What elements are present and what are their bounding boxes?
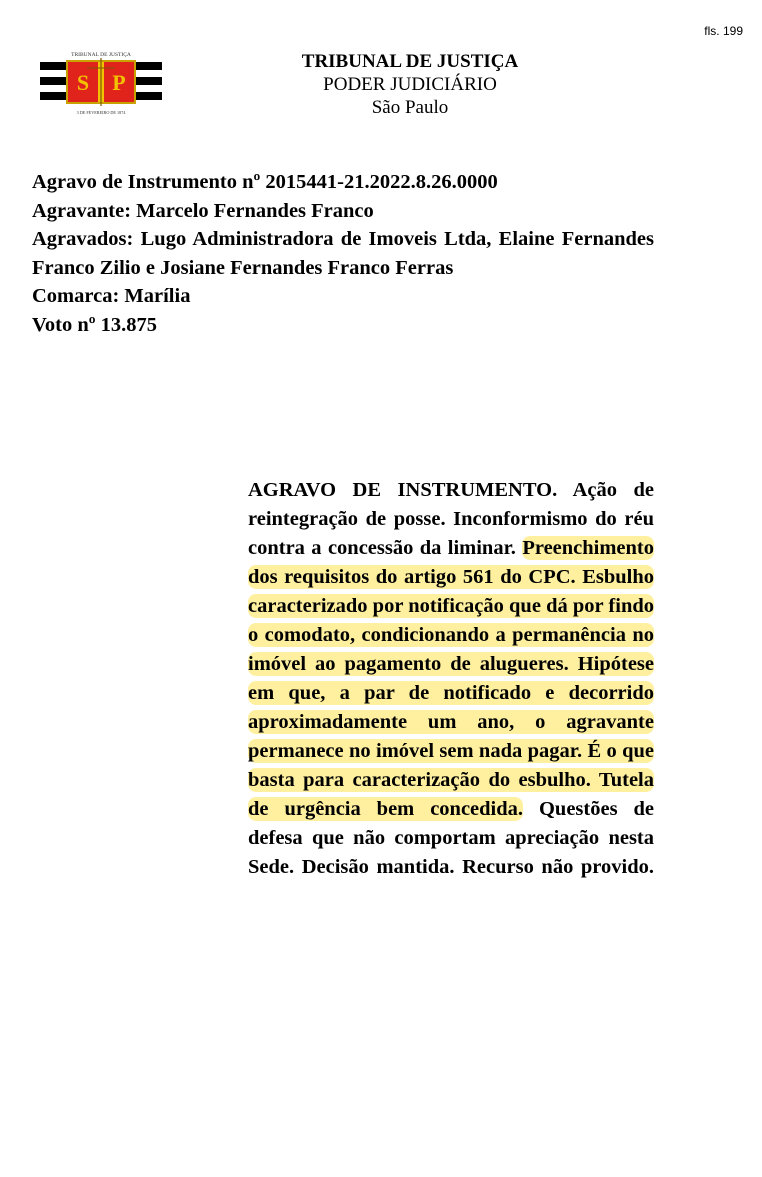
summary-intro: AGRAVO DE INSTRUMENTO. Ação de reintegração de posse. Inconformismo do réu contra a concessão da liminar. bbox=[248, 479, 654, 559]
logo-bottom-text: 3 DE FEVEREIRO DE 1874 bbox=[76, 110, 126, 115]
case-info bbox=[32, 168, 654, 339]
page-number: fls. 199 bbox=[704, 24, 743, 38]
tjsp-coat-of-arms-logo bbox=[40, 48, 162, 120]
judiciary-name: PODER JUDICIÁRIO bbox=[323, 74, 497, 95]
vote-number: Voto nº 13.875 bbox=[32, 313, 158, 336]
svg-text:S: S bbox=[76, 70, 90, 95]
svg-text:P: P bbox=[112, 70, 126, 95]
logo-top-text: TRIBUNAL DE JUSTIÇA bbox=[71, 52, 131, 58]
summary-outro: Questões de defesa que não comportam apreciação nesta Sede. Decisão mantida. Recurso não provido. bbox=[248, 798, 655, 878]
court-header bbox=[260, 50, 560, 119]
court-name: TRIBUNAL DE JUSTIÇA bbox=[301, 51, 519, 72]
state-name: São Paulo bbox=[371, 97, 449, 118]
case-summary bbox=[248, 476, 654, 882]
district: Comarca: Marília bbox=[32, 285, 191, 307]
appellant: Agravante: Marcelo Fernandes Franco bbox=[32, 199, 374, 222]
appellees: Agravados: Lugo Administradora de Imoveis Ltda, Elaine Fernandes Franco Zilio e Josiane Fernandes Franco Ferras bbox=[32, 228, 654, 279]
case-number: Agravo de Instrumento nº 2015441-21.2022.8.26.0000 bbox=[32, 171, 498, 193]
summary-last: Recurso não provido. bbox=[454, 856, 655, 878]
summary-highlighted: Preenchimento dos requisitos do artigo 561 do CPC. Esbulho caracterizado por notificação que dá por findo o comodato, condicionando a permanência no imóvel ao pagamento de alugueres. Hipótese em que, a par de notificado e decorrido aproximadamente um ano, o agravante permanece no imóvel sem nada pagar. É o que basta para caracterização do esbulho. Tutela de urgência bem concedida. bbox=[248, 537, 655, 820]
